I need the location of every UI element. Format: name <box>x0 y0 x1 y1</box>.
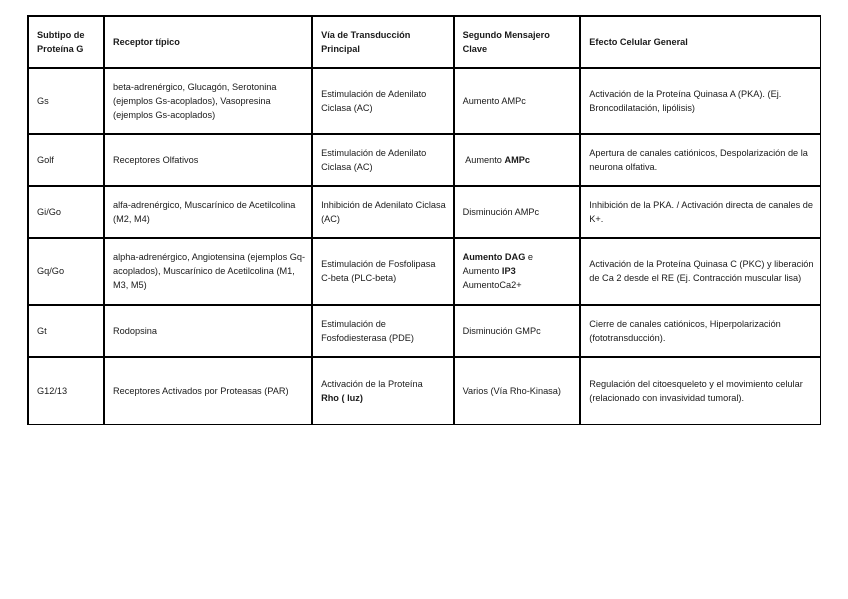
header-subtype: Subtipo de Proteína G <box>28 16 104 68</box>
cell-subtype: Golf <box>28 134 104 186</box>
table-header-row <box>28 16 820 68</box>
messenger-line2-bold: IP3 <box>501 266 516 276</box>
table-row <box>28 357 820 424</box>
cell-pathway: Estimulación de Adenilato Ciclasa (AC) <box>312 68 454 134</box>
cell-effect: Cierre de canales catiónicos, Hiperpolarización (fototransducción). <box>580 305 820 357</box>
cell-effect: Regulación del citoesqueleto y el movimiento celular (relacionado con invasividad tumoral). <box>580 357 820 424</box>
cell-messenger <box>454 134 581 186</box>
cell-messenger: Aumento AMPc <box>454 68 581 134</box>
header-pathway: Vía de Transducción Principal <box>312 16 454 68</box>
cell-receptor: alfa-adrenérgico, Muscarínico de Acetilcolina (M2, M4) <box>104 186 312 238</box>
cell-effect: Activación de la Proteína Quinasa C (PKC) y liberación de Ca 2 desde el RE (Ej. Contracción muscular lisa) <box>580 238 820 305</box>
cell-messenger: Varios (Vía Rho-Kinasa) <box>454 357 581 424</box>
pathway-bold: Rho ( luz) <box>321 392 363 403</box>
cell-effect: Apertura de canales catiónicos, Despolarización de la neurona olfativa. <box>580 134 820 186</box>
cell-receptor: Rodopsina <box>104 305 312 357</box>
messenger-line2-prefix: Aumento <box>462 266 500 276</box>
table-row <box>28 305 820 357</box>
messenger-line1-tail: e <box>527 252 534 262</box>
cell-messenger: Disminución AMPc <box>454 186 581 238</box>
cell-subtype: G12/13 <box>28 357 104 424</box>
cell-receptor: alpha-adrenérgico, Angiotensina (ejemplos Gq-acoplados), Muscarínico de Acetilcolina (M1, M3, M5) <box>104 238 312 305</box>
cell-effect: Inhibición de la PKA. / Activación directa de canales de K+. <box>580 186 820 238</box>
messenger-prefix: Aumento <box>465 154 502 165</box>
cell-messenger: Disminución GMPc <box>454 305 581 357</box>
cell-pathway: Estimulación de Adenilato Ciclasa (AC) <box>312 134 454 186</box>
table-row <box>28 238 820 305</box>
pathway-prefix: Activación de la Proteína <box>321 378 423 389</box>
g-protein-table <box>27 15 821 425</box>
messenger-line3: AumentoCa2+ <box>462 280 522 290</box>
cell-pathway: Inhibición de Adenilato Ciclasa (AC) <box>312 186 454 238</box>
cell-subtype: Gs <box>28 68 104 134</box>
cell-receptor: Receptores Activados por Proteasas (PAR) <box>104 357 312 424</box>
cell-subtype: Gi/Go <box>28 186 104 238</box>
header-effect: Efecto Celular General <box>580 16 820 68</box>
cell-pathway <box>312 357 454 424</box>
cell-pathway: Estimulación de Fosfolipasa C-beta (PLC-beta) <box>312 238 454 305</box>
messenger-line1-bold: Aumento DAG <box>462 252 526 262</box>
cell-messenger <box>454 238 581 305</box>
cell-subtype: Gq/Go <box>28 238 104 305</box>
cell-subtype: Gt <box>28 305 104 357</box>
messenger-bold: AMPc <box>504 154 530 165</box>
table-row <box>28 186 820 238</box>
table-row <box>28 134 820 186</box>
cell-receptor: beta-adrenérgico, Glucagón, Serotonina (ejemplos Gs-acoplados), Vasopresina (ejemplos Gs-acoplados) <box>104 68 312 134</box>
table-row <box>28 68 820 134</box>
header-receptor: Receptor típico <box>104 16 312 68</box>
cell-effect: Activación de la Proteína Quinasa A (PKA). (Ej. Broncodilatación, lipólisis) <box>580 68 820 134</box>
cell-pathway: Estimulación de Fosfodiesterasa (PDE) <box>312 305 454 357</box>
cell-receptor: Receptores Olfativos <box>104 134 312 186</box>
header-messenger: Segundo Mensajero Clave <box>454 16 581 68</box>
